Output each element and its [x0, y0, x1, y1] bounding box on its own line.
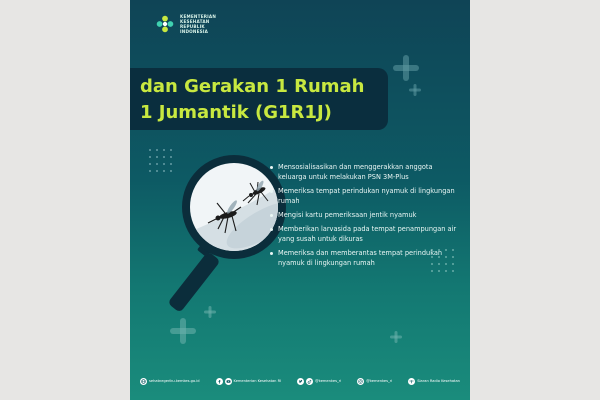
- twitter-icon[interactable]: [297, 378, 304, 385]
- footer-item-radio[interactable]: [408, 378, 460, 385]
- footer-item-socials[interactable]: [216, 378, 282, 385]
- footer-social-bar: [130, 374, 470, 388]
- list-item: Memberikan larvasida pada tempat penampungan air yang susah untuk dikuras: [270, 224, 460, 244]
- logo-text: [180, 14, 216, 34]
- kemenkes-logo-icon: [156, 15, 174, 33]
- list-item: Memeriksa dan memberantas tempat perindukan nyamuk di lingkungan rumah: [270, 248, 460, 268]
- logo-line: KESEHATAN: [180, 19, 210, 24]
- footer-text: Siaran Radio Kesehatan: [417, 379, 460, 383]
- poster: [130, 0, 470, 400]
- globe-icon: [140, 378, 147, 385]
- plus-icon: [409, 84, 421, 96]
- title-line-1: dan Gerakan 1 Rumah: [140, 76, 365, 97]
- footer-text: Kementerian Kesehatan RI: [233, 379, 282, 383]
- footer-text: @kemenkes_ri: [366, 379, 393, 383]
- title-banner: [130, 68, 388, 130]
- plus-icon: [390, 331, 402, 343]
- footer-item-twitter-tiktok[interactable]: [297, 378, 341, 385]
- title-line-2: 1 Jumantik (G1R1J): [140, 102, 332, 123]
- plus-icon: [170, 318, 196, 344]
- plus-icon: [393, 55, 419, 81]
- logo-line: KEMENTERIAN: [180, 14, 217, 19]
- logo-line: REPUBLIK: [180, 24, 205, 29]
- footer-text: sehatnegeriku.kemkes.go.id: [149, 379, 200, 383]
- list-item: Memeriksa tempat perindukan nyamuk di lingkungan rumah: [270, 186, 460, 206]
- instagram-icon[interactable]: [357, 378, 364, 385]
- list-item: Mensosialisasikan dan menggerakkan anggota keluarga untuk melakukan PSN 3M-Plus: [270, 162, 460, 182]
- podcast-icon: [408, 378, 415, 385]
- tiktok-icon[interactable]: [306, 378, 313, 385]
- footer-item-instagram[interactable]: [357, 378, 392, 385]
- facebook-icon[interactable]: [216, 378, 223, 385]
- kemenkes-logo: [156, 14, 216, 34]
- list-item: Mengisi kartu pemeriksaan jentik nyamuk: [270, 210, 460, 220]
- footer-text: @kemenkes_ri: [315, 379, 342, 383]
- youtube-icon[interactable]: [225, 378, 232, 385]
- logo-line: INDONESIA: [180, 29, 209, 34]
- activity-list: [270, 162, 460, 272]
- footer-item-website[interactable]: [140, 378, 200, 385]
